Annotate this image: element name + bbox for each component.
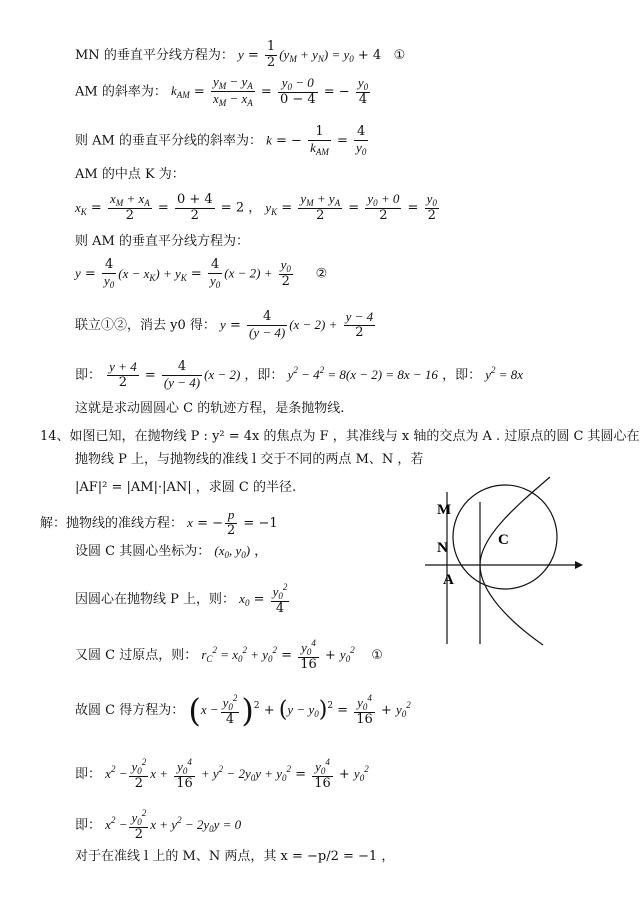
problem-text-3: |AF|² = |AM|·|AN| ，求圆 C 的半径. <box>75 480 297 495</box>
problem-text-1: 如图已知，在抛物线 P : y² = 4x 的焦点为 F ，其准线与 x 轴的交点为 A . 过原点的圆 C 其圆心在 <box>69 429 640 444</box>
line6-label: 则 AM 的垂直平分线方程为： <box>75 234 249 249</box>
solution-s2: 设圆 C 其圆心坐标为： <box>75 544 211 559</box>
line2-label: AM 的斜率为： <box>75 84 167 100</box>
parabola-p <box>480 477 550 645</box>
solution-s7: 即： <box>75 818 102 834</box>
line9-sep1: ，即： <box>244 367 284 383</box>
solution-line-5: 故圆 C 得方程为： (x − $\frac{y_0^2}{4}$ )$^2 + (y - y_0)^2$ = $\frac{y_0^4}{16}$ + $y_0^2$ <box>75 691 411 730</box>
solution-line-2: 设圆 C 其圆心坐标为： ($x_0$, $y_0$) ， <box>75 543 268 560</box>
problem-line-3 <box>75 481 296 494</box>
label-n: N <box>437 540 448 556</box>
eq-perp-slope: 则 AM 的垂直平分线的斜率为： k = − $\frac{1}{k_{AM}}$ = $\frac{4}{y_0}$ <box>75 124 367 157</box>
label-m: M <box>437 502 452 518</box>
label-a: A <box>443 572 454 588</box>
line10-text: 这就是求动圆圆心 C 的轨迹方程，是条抛物线. <box>75 401 345 416</box>
solution-line-1: 解：抛物线的准线方程： x = − $\frac{p}{2}$ = −1 <box>40 507 278 538</box>
eq-mn-bisector: MN 的垂直平分线方程为： y = $\frac{1}{2}$ $(y_M + y_N) = y_0 + 4$ ① <box>75 39 406 70</box>
solution-line-3: 因圆心在抛物线 P 上，则： $x_0$ = $\frac{y_0^2}{4}$ <box>75 582 288 617</box>
solution-line-7: 即： $x^2$ − $\frac{y_0^2}{2}$ $x + y^2 - 2y_0y = 0$ <box>75 808 242 843</box>
solution-s4: 又圆 C 过原点，则： <box>75 648 198 664</box>
midpoint-k-label <box>75 168 185 181</box>
solution-s1: 抛物线的准线方程： <box>66 515 184 531</box>
problem-line-2 <box>75 453 423 466</box>
line1-label: MN 的垂直平分线方程为： <box>75 47 234 63</box>
solution-s5: 故圆 C 得方程为： <box>75 703 185 719</box>
solution-line-6: 即： $x^2$ − $\frac{y_0^2}{2}$ x + $\frac{y_0^4}{16}$ + $y^2 - 2y_0y + y_0^2$ = $\frac{y_0^4}{16}$ + $y_0^2$ <box>75 757 369 792</box>
eq-result: 即： $\frac{y + 4}{2}$ = $\frac{4}{(y - 4)}$ (x − 2) ，即： $y^2 - 4^2 = 8(x - 2) = 8x - 16$ ，即： $y^2 = 8x$ <box>75 359 524 390</box>
am-bisector-label <box>75 235 249 248</box>
solution-line-8 <box>75 850 394 863</box>
line9-sep2: ，即： <box>442 367 482 383</box>
line8-label: 联立①②，消去 y0 得： <box>75 317 216 333</box>
parabola-circle-figure <box>425 462 585 647</box>
solution-line-4: 又圆 C 过原点，则： $r_C^2 = x_0^2 + y_0^2$ = $\frac{y_0^4}{16}$ + $y_0^2$ ① <box>75 638 383 673</box>
problem-text-2: 抛物线 P 上，与抛物线的准线 l 交于不同的两点 M、N ，若 <box>75 452 424 467</box>
solution-s8: 对于在准线 l 上的 M、N 两点，其 x = −p/2 = −1 ， <box>75 849 395 864</box>
line3-label: 则 AM 的垂直平分线的斜率为： <box>75 133 262 149</box>
conclusion <box>75 402 344 415</box>
eq-midpoint: $x_K$ = $\frac{x_M + x_A}{2}$ = $\frac{0 + 4}{2}$ = 2 ， $y_K$ = $\frac{y_M + y_A}{2}$ = $\frac{y_0 + 0}{2}$ = $\frac{y_0}{2}$ <box>75 191 437 224</box>
label-c: C <box>498 532 509 548</box>
marker-1: ① <box>393 47 406 63</box>
marker-2: ② <box>315 266 328 282</box>
line9-label: 即： <box>75 367 102 383</box>
solution-s3: 因圆心在抛物线 P 上，则： <box>75 592 236 608</box>
eq-am-bisector: y = $\frac{4}{y_0}$ $(x - x_K) + y_K$ = $\frac{4}{y_0}$ (x − 2) + $\frac{y_0}{2}$ ② <box>75 257 328 290</box>
line4-label: AM 的中点 K 为： <box>75 167 185 182</box>
solution-label: 解： <box>40 515 67 531</box>
marker-s1: ① <box>371 648 383 664</box>
x-axis-arrow-icon <box>575 561 583 569</box>
problem-line-1 <box>40 430 640 443</box>
solution-s6: 即： <box>75 767 102 783</box>
eq-am-slope: AM 的斜率为： $k_{AM}$ = $\frac{y_M - y_A}{x_M - x_A}$ = $\frac{y_0 - 0}{0 - 4}$ = − $\frac{y_0}{4}$ <box>75 74 369 109</box>
problem-number: 14、 <box>40 429 70 444</box>
eq-eliminate: 联立①②，消去 y0 得： y = $\frac{4}{(y - 4)}$ (x − 2) + $\frac{y - 4}{2}$ <box>75 309 374 340</box>
